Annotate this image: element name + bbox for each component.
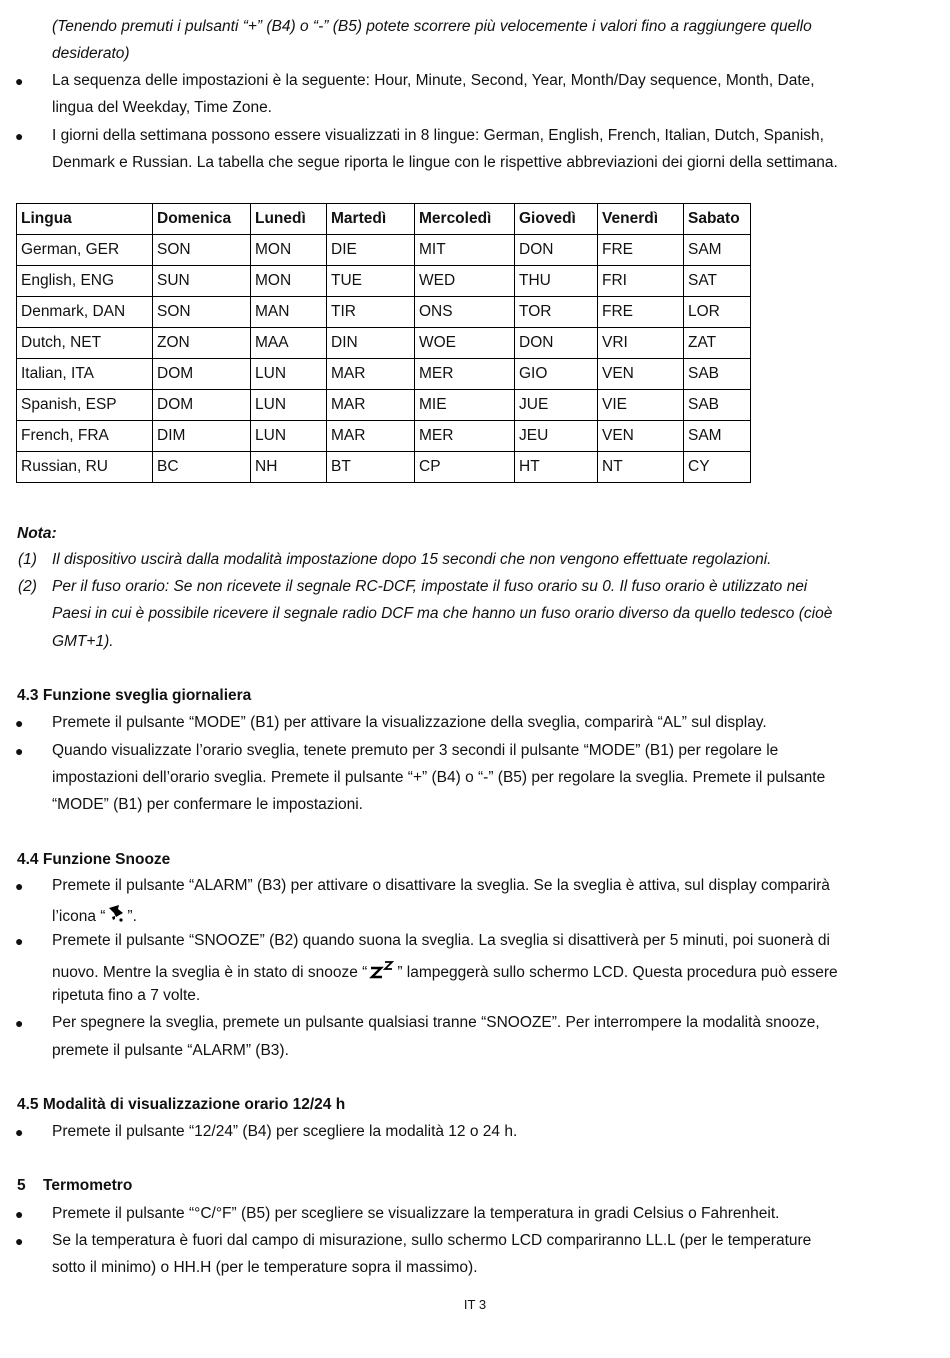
table-cell-mercoledi: CP xyxy=(415,452,515,483)
section-4-3-heading: 4.3 Funzione sveglia giornaliera xyxy=(17,687,252,704)
note-1-number: (1) xyxy=(18,551,37,568)
note-title: Nota: xyxy=(17,525,57,542)
table-cell-lunedi: MON xyxy=(251,266,327,297)
table-cell-sabato: SAT xyxy=(684,266,751,297)
table-cell-domenica: SON xyxy=(153,235,251,266)
table-cell-sabato: SAM xyxy=(684,235,751,266)
table-cell-giovedi: HT xyxy=(515,452,598,483)
table-cell-giovedi: DON xyxy=(515,328,598,359)
table-cell-martedi: DIE xyxy=(327,235,415,266)
table-row xyxy=(17,297,751,328)
s44-bullet-2-text-b: ” lampeggerà sullo schermo LCD. Questa procedura può essere xyxy=(397,964,838,982)
table-cell-lunedi: LUN xyxy=(251,390,327,421)
table-cell-lingua: Denmark, DAN xyxy=(17,297,153,328)
bullet-dot: ● xyxy=(15,715,24,731)
note-1-text: Il dispositivo uscirà dalla modalità impostazione dopo 15 secondi che non vengono effettuate regolazioni. xyxy=(52,551,772,568)
table-cell-giovedi: DON xyxy=(515,235,598,266)
bullet-dot: ● xyxy=(15,1206,24,1222)
bullet-dot: ● xyxy=(15,1015,24,1031)
table-cell-mercoledi: WED xyxy=(415,266,515,297)
intro-bullet-1-line-2: lingua del Weekday, Time Zone. xyxy=(52,99,272,116)
table-cell-mercoledi: MIE xyxy=(415,390,515,421)
s43-bullet-1: Premete il pulsante “MODE” (B1) per attivare la visualizzazione della sveglia, comparirà “AL” sul display. xyxy=(52,714,767,731)
note-2-line-1: Per il fuso orario: Se non ricevete il segnale RC-DCF, impostate il fuso orario su 0. Il fuso orario è utilizzato nei xyxy=(52,578,808,595)
weekday-language-table xyxy=(16,203,751,483)
column-header-sabato: Sabato xyxy=(684,204,751,235)
table-cell-giovedi: THU xyxy=(515,266,598,297)
s44-bullet-2-line-1: Premete il pulsante “SNOOZE” (B2) quando suona la sveglia. La sveglia si disattiverà per 5 minuti, poi suonerà di xyxy=(52,932,830,949)
table-cell-domenica: BC xyxy=(153,452,251,483)
table-cell-sabato: CY xyxy=(684,452,751,483)
table-cell-sabato: ZAT xyxy=(684,328,751,359)
s44-bullet-1-line-2 xyxy=(52,904,137,930)
table-cell-lingua: Dutch, NET xyxy=(17,328,153,359)
table-cell-lingua: Spanish, ESP xyxy=(17,390,153,421)
table-row xyxy=(17,452,751,483)
table-cell-sabato: SAM xyxy=(684,421,751,452)
table-cell-giovedi: TOR xyxy=(515,297,598,328)
snooze-zz-icon xyxy=(367,960,397,986)
s44-bullet-1-text-a: l’icona “ xyxy=(52,908,106,926)
column-header-domenica: Domenica xyxy=(153,204,251,235)
table-cell-giovedi: JEU xyxy=(515,421,598,452)
table-cell-giovedi: JUE xyxy=(515,390,598,421)
table-cell-lingua: English, ENG xyxy=(17,266,153,297)
column-header-lingua: Lingua xyxy=(17,204,153,235)
table-row xyxy=(17,266,751,297)
table-cell-venerdi: VRI xyxy=(598,328,684,359)
table-cell-lunedi: NH xyxy=(251,452,327,483)
table-cell-sabato: SAB xyxy=(684,359,751,390)
section-5-heading: Termometro xyxy=(43,1177,133,1194)
table-cell-domenica: SUN xyxy=(153,266,251,297)
note-2-line-2: Paesi in cui è possibile ricevere il segnale radio DCF ma che hanno un fuso orario diverso da quello tedesco (cioè xyxy=(52,605,833,622)
column-header-giovedi: Giovedì xyxy=(515,204,598,235)
table-cell-martedi: BT xyxy=(327,452,415,483)
table-cell-martedi: MAR xyxy=(327,390,415,421)
intro-line-1: (Tenendo premuti i pulsanti “+” (B4) o “-” (B5) potete scorrere più velocemente i valori fino a raggiungere quello xyxy=(52,18,812,35)
note-2-line-3: GMT+1). xyxy=(52,633,114,650)
table-row xyxy=(17,390,751,421)
table-header-row xyxy=(17,204,751,235)
bullet-dot: ● xyxy=(15,1233,24,1249)
table-cell-domenica: ZON xyxy=(153,328,251,359)
intro-bullet-2-line-1: I giorni della settimana possono essere visualizzati in 8 lingue: German, English, French, Italian, Dutch, Spanish, xyxy=(52,127,824,144)
table-cell-venerdi: VIE xyxy=(598,390,684,421)
s44-bullet-2-text-a: nuovo. Mentre la sveglia è in stato di snooze “ xyxy=(52,964,368,982)
table-cell-giovedi: GIO xyxy=(515,359,598,390)
table-cell-venerdi: NT xyxy=(598,452,684,483)
intro-bullet-2-line-2: Denmark e Russian. La tabella che segue riporta le lingue con le rispettive abbreviazioni dei giorni della settimana. xyxy=(52,154,838,171)
s44-bullet-2-line-2 xyxy=(52,960,838,986)
table-cell-domenica: DIM xyxy=(153,421,251,452)
table-cell-venerdi: FRE xyxy=(598,297,684,328)
table-cell-lingua: Russian, RU xyxy=(17,452,153,483)
table-cell-venerdi: VEN xyxy=(598,421,684,452)
table-cell-venerdi: VEN xyxy=(598,359,684,390)
bullet-dot: ● xyxy=(15,743,24,759)
s44-bullet-1-line-1: Premete il pulsante “ALARM” (B3) per attivare o disattivare la sveglia. Se la sveglia è attiva, sul display comparirà xyxy=(52,877,830,894)
table-cell-mercoledi: ONS xyxy=(415,297,515,328)
section-5-number: 5 xyxy=(17,1177,26,1194)
s5-bullet-2-line-1: Se la temperatura è fuori dal campo di misurazione, sullo schermo LCD compariranno LL.L (per le temperature xyxy=(52,1232,812,1249)
bullet-dot: ● xyxy=(15,73,24,89)
table-row xyxy=(17,328,751,359)
table-cell-lingua: French, FRA xyxy=(17,421,153,452)
bullet-dot: ● xyxy=(15,1124,24,1140)
s44-bullet-2-line-3: ripetuta fino a 7 volte. xyxy=(52,987,201,1004)
s44-bullet-1-text-b: ”. xyxy=(127,908,137,926)
column-header-venerdi: Venerdì xyxy=(598,204,684,235)
table-cell-lunedi: MAN xyxy=(251,297,327,328)
table-cell-martedi: DIN xyxy=(327,328,415,359)
section-4-4-heading: 4.4 Funzione Snooze xyxy=(17,851,171,868)
table-row xyxy=(17,235,751,266)
table-cell-martedi: MAR xyxy=(327,421,415,452)
column-header-mercoledi: Mercoledì xyxy=(415,204,515,235)
page-number: IT 3 xyxy=(463,1297,487,1312)
table-cell-mercoledi: WOE xyxy=(415,328,515,359)
s44-bullet-3-line-2: premete il pulsante “ALARM” (B3). xyxy=(52,1042,289,1059)
table-cell-lunedi: LUN xyxy=(251,421,327,452)
table-row xyxy=(17,359,751,390)
table-cell-domenica: SON xyxy=(153,297,251,328)
column-header-lunedi: Lunedì xyxy=(251,204,327,235)
table-cell-domenica: DOM xyxy=(153,359,251,390)
note-2-number: (2) xyxy=(18,578,37,595)
section-4-5-heading: 4.5 Modalità di visualizzazione orario 12/24 h xyxy=(17,1096,346,1113)
table-cell-martedi: MAR xyxy=(327,359,415,390)
s43-bullet-2-line-2: impostazioni dell’orario sveglia. Premete il pulsante “+” (B4) o “-” (B5) per regolare la sveglia. Premete il pulsante xyxy=(52,769,826,786)
table-body xyxy=(17,235,751,483)
table-cell-lingua: German, GER xyxy=(17,235,153,266)
table-cell-lunedi: LUN xyxy=(251,359,327,390)
table-cell-mercoledi: MER xyxy=(415,421,515,452)
intro-bullet-1-line-1: La sequenza delle impostazioni è la seguente: Hour, Minute, Second, Year, Month/Day sequence, Month, Date, xyxy=(52,72,815,89)
s5-bullet-1: Premete il pulsante “°C/°F” (B5) per scegliere se visualizzare la temperatura in gradi Celsius o Fahrenheit. xyxy=(52,1205,780,1222)
table-cell-mercoledi: MER xyxy=(415,359,515,390)
table-cell-martedi: TUE xyxy=(327,266,415,297)
table-cell-lunedi: MON xyxy=(251,235,327,266)
table-row xyxy=(17,421,751,452)
bullet-dot: ● xyxy=(15,933,24,949)
s43-bullet-2-line-1: Quando visualizzate l’orario sveglia, tenete premuto per 3 secondi il pulsante “MODE” (B1) per regolare le xyxy=(52,742,779,759)
s5-bullet-2-line-2: sotto il minimo) o HH.H (per le temperature sopra il massimo). xyxy=(52,1259,478,1276)
table-cell-venerdi: FRE xyxy=(598,235,684,266)
table-cell-martedi: TIR xyxy=(327,297,415,328)
alarm-bell-icon xyxy=(105,904,127,930)
table-cell-domenica: DOM xyxy=(153,390,251,421)
bullet-dot: ● xyxy=(15,878,24,894)
s45-bullet-1: Premete il pulsante “12/24” (B4) per scegliere la modalità 12 o 24 h. xyxy=(52,1123,518,1140)
bullet-dot: ● xyxy=(15,128,24,144)
column-header-martedi: Martedì xyxy=(327,204,415,235)
s43-bullet-2-line-3: “MODE” (B1) per confermare le impostazioni. xyxy=(52,796,363,813)
table-cell-mercoledi: MIT xyxy=(415,235,515,266)
table-cell-venerdi: FRI xyxy=(598,266,684,297)
table-cell-lingua: Italian, ITA xyxy=(17,359,153,390)
table-cell-lunedi: MAA xyxy=(251,328,327,359)
table-cell-sabato: LOR xyxy=(684,297,751,328)
s44-bullet-3-line-1: Per spegnere la sveglia, premete un pulsante qualsiasi tranne “SNOOZE”. Per interrompere la modalità snooze, xyxy=(52,1014,820,1031)
table-cell-sabato: SAB xyxy=(684,390,751,421)
intro-line-2: desiderato) xyxy=(52,45,130,62)
